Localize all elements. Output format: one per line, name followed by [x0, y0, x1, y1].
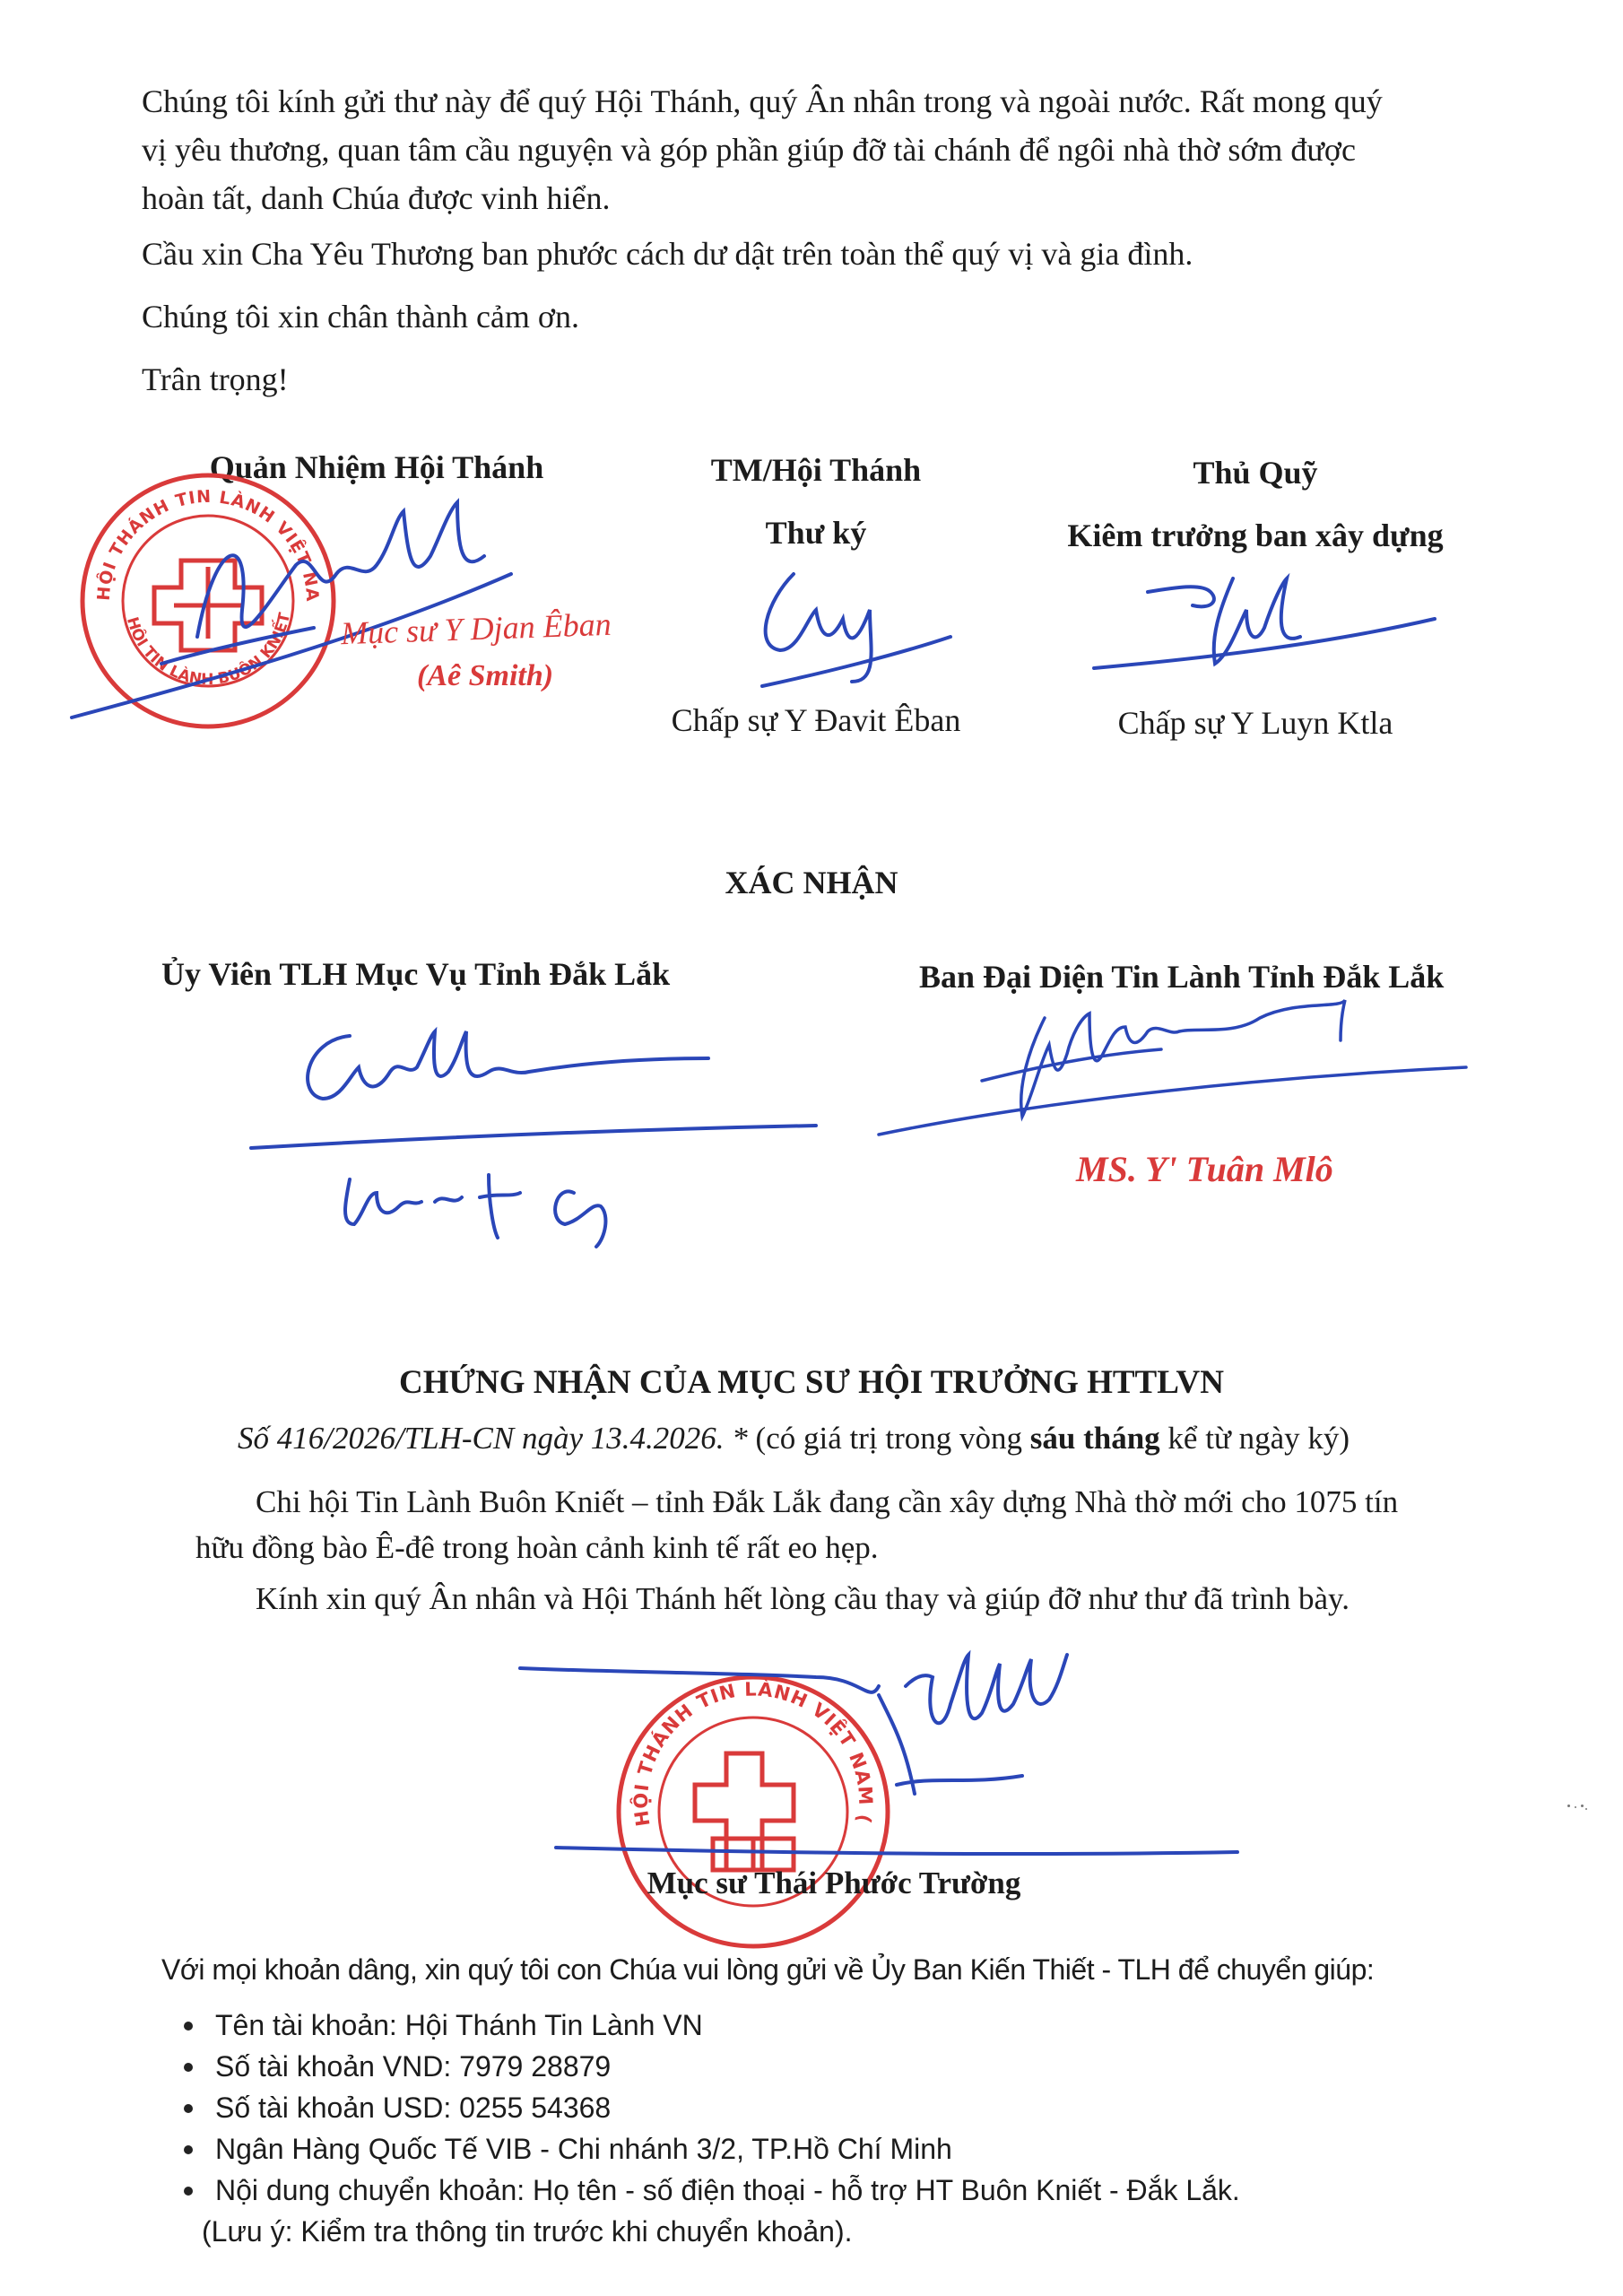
certificate-validity-suffix: kể từ ngày ký)	[1167, 1421, 1350, 1456]
treasurer-title: Thủ Quỹ	[1193, 455, 1318, 491]
list-item: Số tài khoản USD: 0255 54368	[166, 2087, 1240, 2128]
letter-body	[142, 79, 1487, 221]
certificate-number: Số 416/2026/TLH-CN ngày 13.4.2026. *	[238, 1421, 748, 1456]
certificate-validity-prefix: (có giá trị trong vòng	[755, 1421, 1022, 1456]
treasurer-role: Kiêm trưởng ban xây dựng	[1067, 517, 1444, 553]
scan-speck	[1567, 1805, 1570, 1807]
svg-text:HỘI THÁNH TIN LÀNH VIỆT NAM (M: HỘI THÁNH TIN LÀNH VIỆT NAM (MIỀN NAM)	[600, 1651, 877, 1828]
svg-text:HỘI THÁNH TIN LÀNH VIỆT NAM (M: HỘI THÁNH TIN LÀNH VIỆT NAM (MIỀN NAM)	[65, 451, 323, 603]
certificate-body-line1: Chi hội Tin Lành Buôn Kniết – tỉnh Đắk Lắk đang cần xây dựng Nhà thờ mới cho 1075 tín	[256, 1484, 1399, 1519]
scan-speck	[1581, 1805, 1584, 1807]
secretary-title: TM/Hội Thánh	[710, 452, 922, 488]
certificate-body-line3: Kính xin quý Ân nhân và Hội Thánh hết lòng cầu thay và giúp đỡ như thư đã trình bày.	[256, 1581, 1350, 1616]
letter-paragraph-line: hoàn tất, danh Chúa được vinh hiển.	[142, 180, 611, 216]
certificate-body-line2: hữu đồng bào Ê-đê trong hoàn cảnh kinh tế rất eo hẹp.	[195, 1530, 879, 1565]
svg-text:HỘI TIN LÀNH BUÔN KNIẾT: HỘI TIN LÀNH BUÔN KNIẾT	[122, 611, 295, 689]
pastor-handwritten-name-line1: Mục sư Y Djan Êban	[340, 605, 612, 652]
right-confirmation-stamped-name: MS. Y' Tuân Mlô	[1076, 1149, 1333, 1189]
secretary-name: Chấp sự Y Đavit Êban	[671, 702, 961, 738]
confirmation-right-title: Ban Đại Diện Tin Lành Tỉnh Đắk Lắk	[919, 959, 1445, 995]
confirmation-left-title: Ủy Viên TLH Mục Vụ Tỉnh Đắk Lắk	[161, 956, 671, 992]
letter-paragraph-line: vị yêu thương, quan tâm cầu nguyện và góp phần giúp đỡ tài chánh để ngôi nhà thờ sớm được	[142, 132, 1356, 168]
treasurer-name: Chấp sự Y Luyn Ktla	[1117, 705, 1393, 741]
certificate-heading: CHỨNG NHẬN CỦA MỤC SƯ HỘI TRƯỞNG HTTLVN	[399, 1364, 1224, 1401]
certificate-number-line	[238, 1421, 1350, 1457]
secretary-role: Thư ký	[765, 515, 867, 551]
list-item: Nội dung chuyển khoản: Họ tên - số điện thoại - hỗ trợ HT Buôn Kniết - Đắk Lắk.	[166, 2170, 1240, 2211]
pastor-handwritten-name-line2: (Aê Smith)	[417, 659, 554, 692]
list-item: Số tài khoản VND: 7979 28879	[166, 2046, 1240, 2087]
pastor-title: Quản Nhiệm Hội Thánh	[209, 449, 544, 485]
treasurer-signature	[1085, 574, 1444, 682]
certificate-signer: Mục sư Thái Phước Trường	[647, 1866, 1021, 1900]
scan-speck	[1585, 1808, 1587, 1810]
letter-closing: Trân trọng!	[142, 361, 289, 397]
letter-blessing: Cầu xin Cha Yêu Thương ban phước cách dư dật trên toàn thể quý vị và gia đình.	[142, 236, 1193, 272]
president-signature	[520, 1650, 1255, 1866]
donation-note: (Lưu ý: Kiểm tra thông tin trước khi chuyển khoản).	[202, 2215, 853, 2248]
letter-paragraph-line: Chúng tôi kính gửi thư này để quý Hội Thánh, quý Ân nhân trong và ngoài nước. Rất mong quý	[142, 83, 1383, 119]
right-confirmation-signature	[874, 1000, 1484, 1144]
donation-intro: Với mọi khoản dâng, xin quý tôi con Chúa vui lòng gửi về Ủy Ban Kiến Thiết - TLH để chuyển giúp:	[161, 1953, 1375, 1986]
scan-speck	[1575, 1806, 1576, 1808]
list-item: Tên tài khoản: Hội Thánh Tin Lành VN	[166, 2005, 1240, 2046]
certificate-validity-bold: sáu tháng	[1029, 1421, 1160, 1456]
secretary-signature	[744, 565, 959, 691]
left-confirmation-signature	[242, 1022, 834, 1256]
letter-thanks: Chúng tôi xin chân thành cảm ơn.	[142, 299, 579, 335]
donation-details-list	[166, 2005, 1240, 2211]
list-item: Ngân Hàng Quốc Tế VIB - Chi nhánh 3/2, TP.Hồ Chí Minh	[166, 2128, 1240, 2170]
confirmation-heading: XÁC NHẬN	[725, 865, 898, 900]
